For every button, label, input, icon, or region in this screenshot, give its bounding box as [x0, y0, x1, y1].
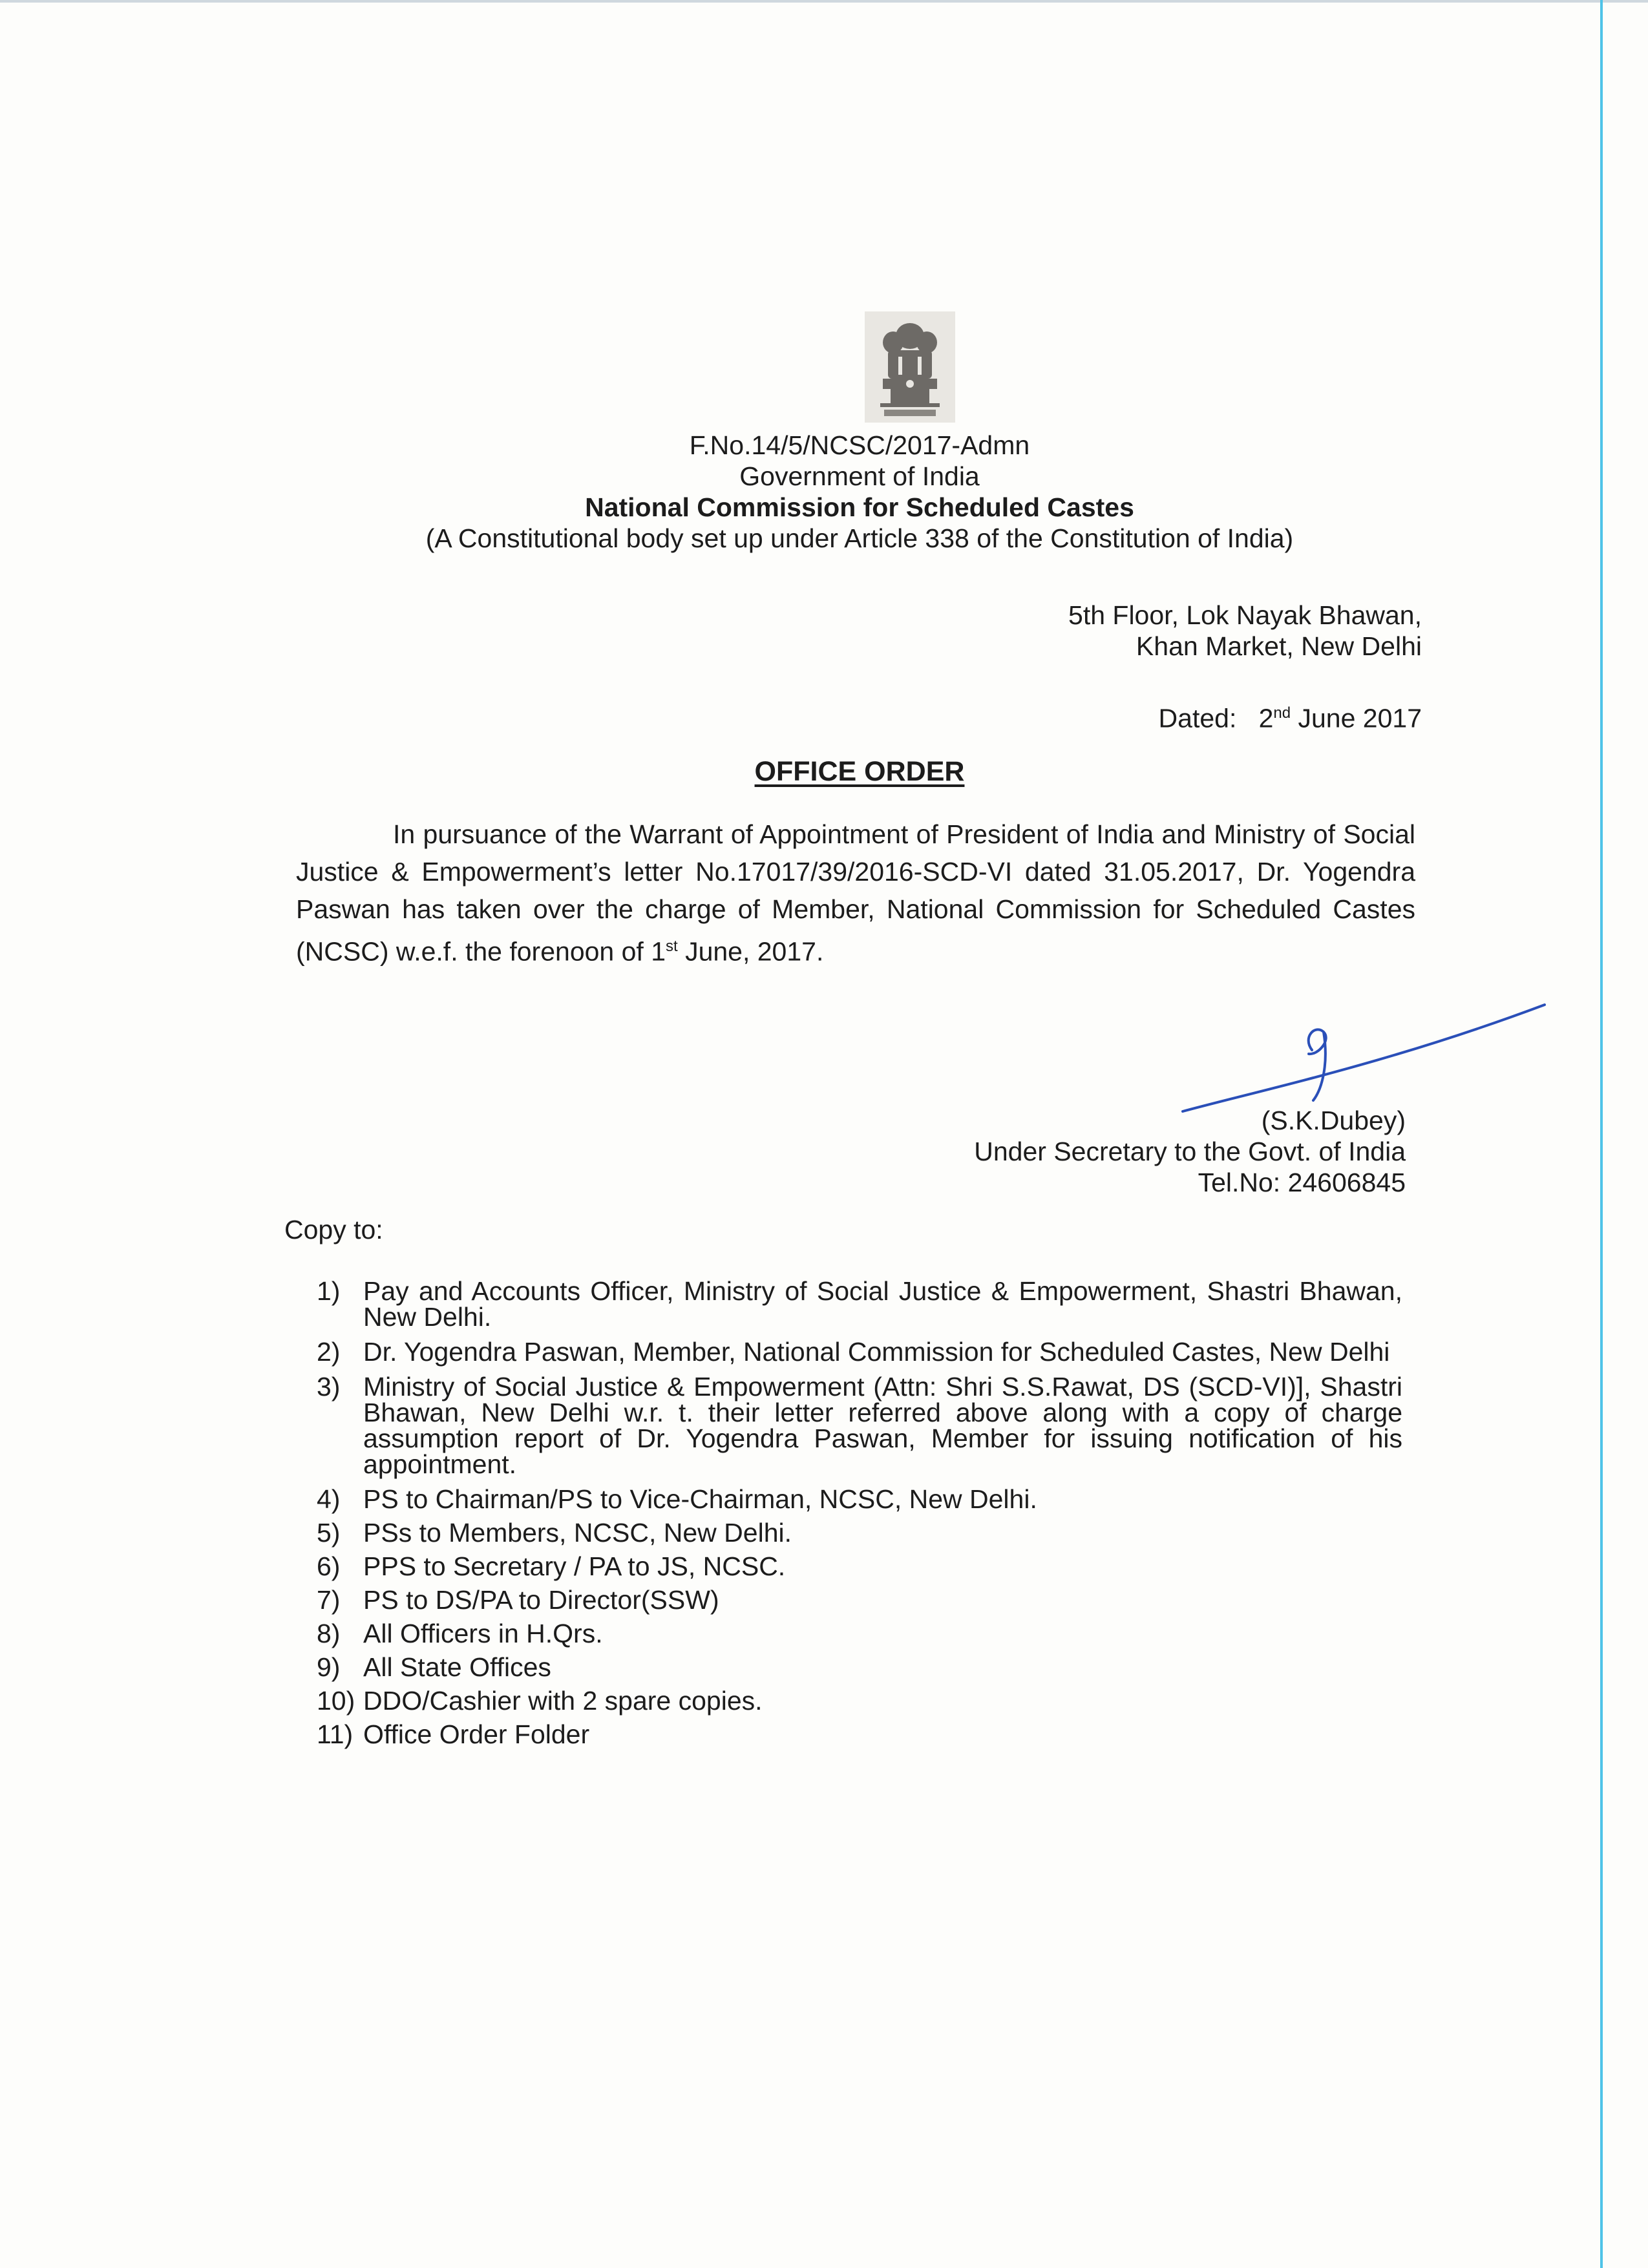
file-number: F.No.14/5/NCSC/2017-Admn — [689, 430, 1030, 460]
list-item-number: 6) — [317, 1551, 341, 1581]
scan-right-edge — [1600, 0, 1603, 2268]
date-label: Dated: — [1158, 703, 1237, 733]
list-item-text: DDO/Cashier with 2 spare copies. — [363, 1686, 763, 1716]
commission-subtitle: (A Constitutional body set up under Article 338 of the Constitution of India) — [425, 523, 1294, 553]
list-item-text: Ministry of Social Justice & Empowerment (Attn: Shri S.S.Rawat, DS (SCD-VI)], Shastri Bhawan, New Delhi w.r. t. their letter referred above along with a copy of charge assumption report of Dr. Yogendra Paswan, Member for issuing notification of his appointment. — [363, 1372, 1402, 1479]
list-item-number: 2) — [317, 1337, 341, 1367]
national-emblem-icon — [865, 311, 955, 423]
list-item-text: Pay and Accounts Officer, Ministry of Social Justice & Empowerment, Shastri Bhawan, New Delhi. — [363, 1276, 1402, 1332]
list-item-text: PSs to Members, NCSC, New Delhi. — [363, 1518, 792, 1548]
list-item — [317, 1621, 1402, 1646]
order-date — [840, 698, 1422, 734]
list-item-text: PS to Chairman/PS to Vice-Chairman, NCSC, New Delhi. — [363, 1484, 1037, 1514]
scan-top-edge — [0, 0, 1648, 3]
list-item-number: 10) — [317, 1686, 355, 1716]
date-day-suffix: nd — [1273, 704, 1291, 722]
copy-to-list — [317, 1278, 1402, 1755]
letterhead — [362, 430, 1357, 554]
list-item-text: All Officers in H.Qrs. — [363, 1619, 603, 1648]
list-item-number: 3) — [317, 1372, 341, 1402]
list-item-text: PS to DS/PA to Director(SSW) — [363, 1585, 719, 1615]
order-body-text: In pursuance of the Warrant of Appointment of President of India and Ministry of Social Justice & Empowerment’s letter No.17017/39/2016-SCD-VI dated 31.05.2017, Dr. Yogendra Paswan has taken over the charge of Member, National Commission for Scheduled Castes (NCSC) w.e.f. the forenoon of 1 — [296, 819, 1415, 967]
list-item-text: All State Offices — [363, 1652, 551, 1682]
list-item — [317, 1486, 1402, 1512]
date-day: 2 — [1258, 703, 1274, 733]
document-title: OFFICE ORDER — [754, 756, 965, 787]
list-item-text: Dr. Yogendra Paswan, Member, National Commission for Scheduled Castes, New Delhi — [363, 1337, 1390, 1367]
list-item-number: 7) — [317, 1585, 341, 1615]
order-body-end: June, 2017. — [677, 936, 824, 967]
list-item — [317, 1587, 1402, 1613]
order-body-sup: st — [666, 938, 678, 955]
commission-name: National Commission for Scheduled Castes — [585, 492, 1134, 522]
list-item — [317, 1721, 1402, 1747]
list-item — [317, 1553, 1402, 1579]
list-item — [317, 1688, 1402, 1714]
list-item-number: 1) — [317, 1276, 341, 1306]
copy-to-label: Copy to: — [284, 1215, 383, 1244]
list-item-number: 5) — [317, 1518, 341, 1548]
list-item — [317, 1339, 1402, 1365]
address-line-1: 5th Floor, Lok Nayak Bhawan, — [1068, 600, 1422, 630]
list-item-number: 9) — [317, 1652, 341, 1682]
list-item-number: 11) — [317, 1719, 354, 1749]
list-item-text: Office Order Folder — [363, 1719, 590, 1749]
list-item-number: 4) — [317, 1484, 341, 1514]
office-address — [840, 600, 1422, 662]
list-item-number: 8) — [317, 1619, 341, 1648]
signatory-name: (S.K.Dubey) — [1261, 1106, 1406, 1135]
date-month-year: June 2017 — [1298, 703, 1422, 733]
list-item — [317, 1278, 1402, 1330]
list-item — [317, 1520, 1402, 1546]
list-item — [317, 1654, 1402, 1680]
address-line-2: Khan Market, New Delhi — [1136, 631, 1422, 661]
signatory-block — [840, 1105, 1406, 1198]
government-line: Government of India — [739, 461, 980, 491]
signatory-telephone: Tel.No: 24606845 — [1198, 1168, 1406, 1197]
signatory-designation: Under Secretary to the Govt. of India — [974, 1137, 1406, 1166]
order-body — [296, 815, 1415, 971]
list-item-text: PPS to Secretary / PA to JS, NCSC. — [363, 1551, 786, 1581]
list-item — [317, 1374, 1402, 1477]
